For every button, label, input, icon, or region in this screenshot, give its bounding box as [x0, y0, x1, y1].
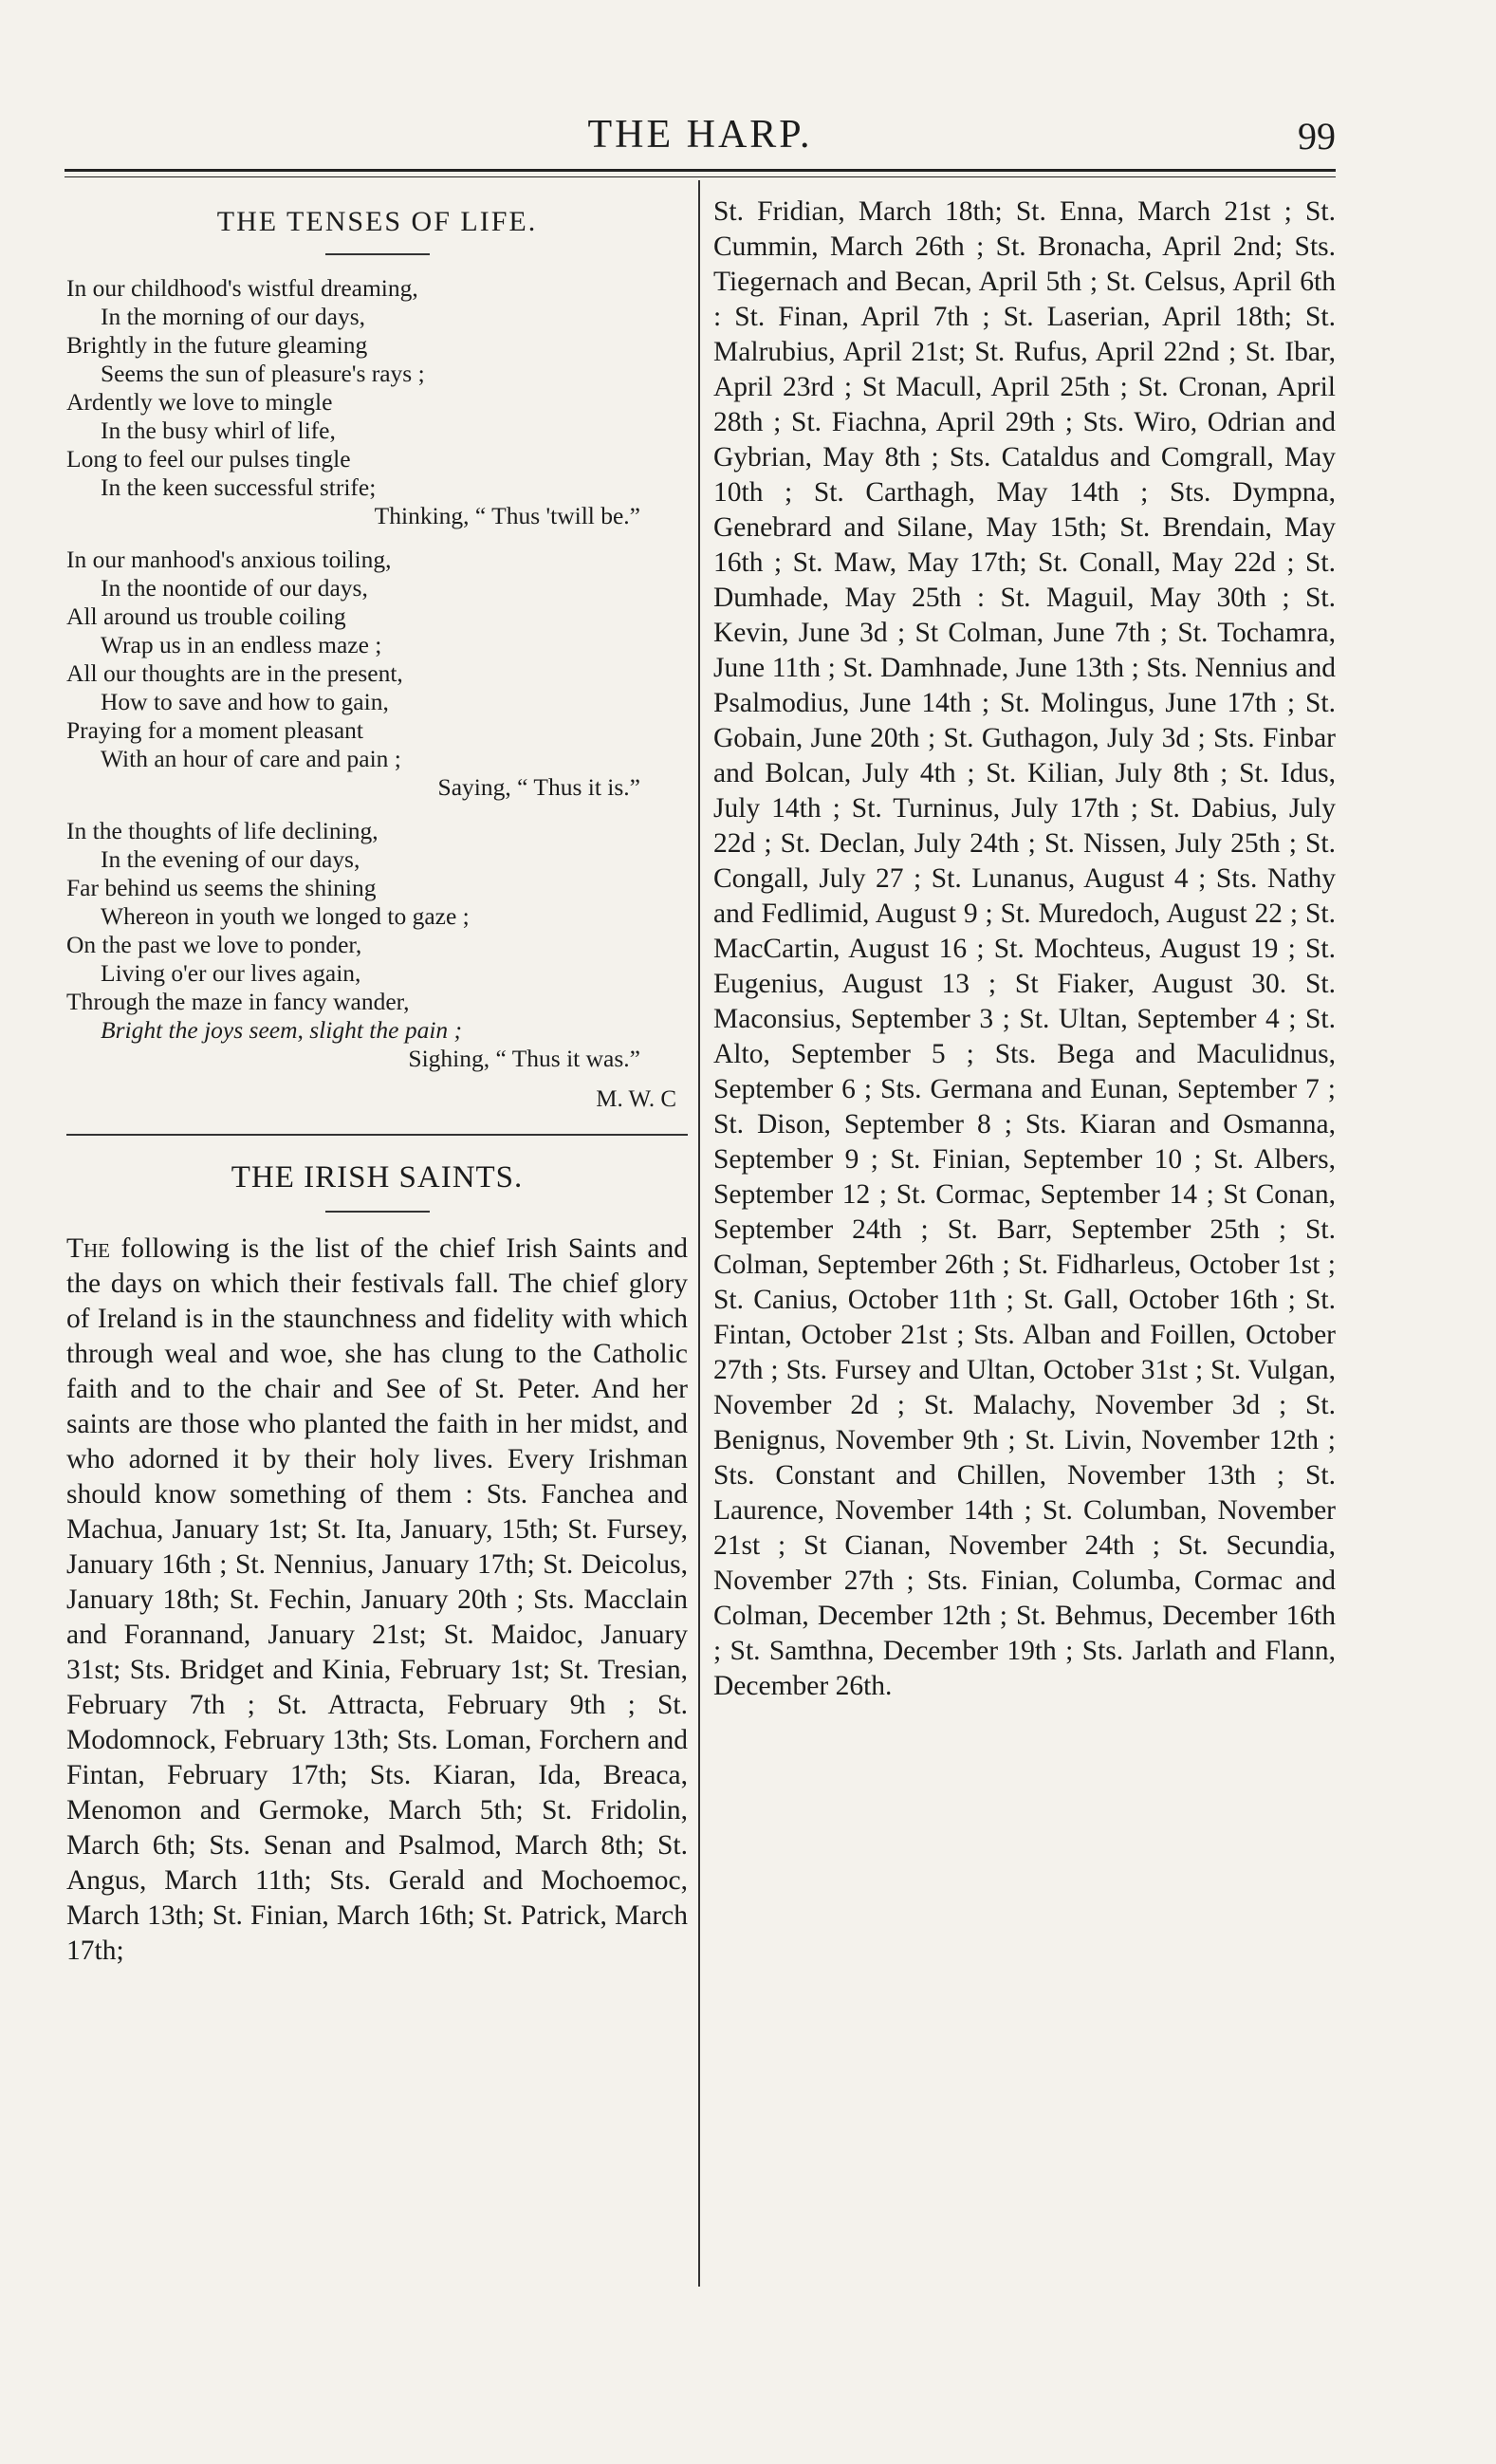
poem-line: In the evening of our days, — [101, 845, 360, 873]
running-title: THE HARP. — [587, 113, 813, 157]
left-column — [66, 195, 688, 1969]
poem-line: All our thoughts are in the present, — [66, 659, 403, 687]
poem-line: In our childhood's wistful dreaming, — [66, 274, 418, 302]
page-number: 99 — [1298, 115, 1336, 157]
poem-stanza — [66, 274, 688, 530]
poem-title: THE TENSES OF LIFE. — [216, 206, 538, 237]
poem-line: Seems the sun of pleasure's rays ; — [101, 360, 425, 387]
poem-line: Through the maze in fancy wander, — [66, 988, 410, 1015]
poem-line: Ardently we love to mingle — [66, 388, 333, 416]
article-title: THE IRISH SAINTS. — [231, 1160, 524, 1195]
poem-line: In the keen successful strife; — [101, 473, 377, 501]
poem-line: All around us trouble coiling — [66, 602, 346, 630]
poem-title-rule — [325, 253, 430, 255]
poem-stanza — [66, 546, 688, 802]
article-lead-word: The — [66, 1233, 111, 1264]
poem-signature: M. W. C — [596, 1086, 676, 1112]
poem-line: Long to feel our pulses tingle — [66, 445, 351, 472]
poem-line: Wrap us in an endless maze ; — [101, 631, 382, 658]
poem-line: In the morning of our days, — [101, 303, 366, 330]
poem-line: Saying, “ Thus it is.” — [437, 773, 640, 801]
header-rule — [65, 169, 1336, 172]
article-title-rule — [325, 1211, 430, 1213]
poem-line: Thinking, “ Thus 'twill be.” — [374, 502, 640, 529]
poem-stanza — [66, 817, 688, 1073]
poem-line: In the busy whirl of life, — [101, 417, 336, 444]
poem-line: Brightly in the future gleaming — [66, 331, 368, 359]
article-paragraph-left: following is the list of the chief Irish Saints and the days on which their festivals fall. The chief glory of Ireland is in the staunchness and fidelity with which through weal and woe, she has clung to the Catholic faith and to the chair and See of St. Peter. And her saints are those who planted the faith in her midst, and who adorned it by their holy lives. Every Irishman should know something of them : Sts. Fanchea and Machua, January 1st; St. Ita, January, 15th; St. Fursey, January 16th ; St. Nennius, January 17th; St. Deicolus, January 18th; St. Fechin, January 20th ; Sts. Macclain and Forannand, January 21st; St. Maidoc, January 31st; Sts. Bridget and Kinia, February 1st; St. Tresian, February 7th ; St. Attracta, February 9th ; St. Modomnock, February 13th; Sts. Loman, Forchern and Fintan, February 17th; Sts. Kiaran, Ida, Breaca, Menomon and Germoke, March 5th; St. Fridolin, March 6th; Sts. Senan and Psalmod, March 8th; St. Angus, March 11th; Sts. Gerald and Mochoemoc, March 13th; St. Finian, March 16th; St. Patrick, March 17th; — [66, 1233, 688, 1966]
poem-line: Living o'er our lives again, — [101, 959, 361, 987]
column-divider — [698, 180, 700, 2287]
poem-line: Far behind us seems the shining — [66, 874, 377, 901]
running-head — [65, 112, 1336, 169]
article-text-left — [66, 1232, 688, 1969]
article-text-right: St. Fridian, March 18th; St. Enna, March 21st ; St. Cummin, March 26th ; St. Bronacha, April 2nd; Sts. Tiegernach and Becan, April 5th ; St. Celsus, April 6th : St. Finan, April 7th ; St. Laserian, April 18th; St. Malrubius, April 21st; St. Rufus, April 22nd ; St. Ibar, April 23rd ; St Macull, April 25th ; St. Cronan, April 28th ; St. Fiachna, April 29th ; Sts. Wiro, Odrian and Gybrian, May 8th ; Sts. Cataldus and Comgrall, May 10th ; St. Carthagh, May 14th ; Sts. Dympna, Genebrard and Silane, May 15th; St. Brendain, May 16th ; St. Maw, May 17th; St. Conall, May 22d ; St. Dumhade, May 25th : St. Maguil, May 30th ; St. Kevin, June 3d ; St Colman, June 7th ; St. Tochamra, June 11th ; St. Damhnade, June 13th ; Sts. Nennius and Psalmodius, June 14th ; St. Molingus, June 17th ; St. Gobain, June 20th ; St. Guthagon, July 3d ; Sts. Finbar and Bolcan, July 4th ; St. Kilian, July 8th ; St. Idus, July 14th ; St. Turninus, July 17th ; St. Dabius, July 22d ; St. Declan, July 24th ; St. Nissen, July 25th ; St. Congall, July 27 ; St. Lunanus, August 4 ; Sts. Nathy and Fedlimid, August 9 ; St. Muredoch, August 22 ; St. MacCartin, August 16 ; St. Mochteus, August 19 ; St. Eugenius, August 13 ; St Fiaker, August 30. St. Maconsius, September 3 ; St. Ultan, September 4 ; St. Alto, September 5 ; Sts. Bega and Maculidnus, September 6 ; Sts. Germana and Eunan, September 7 ; St. Dison, September 8 ; Sts. Kiaran and Osmanna, September 9 ; St. Finian, September 10 ; St. Albers, September 12 ; St. Cormac, September 14 ; St Conan, September 24th ; St. Barr, September 25th ; St. Colman, September 26th ; St. Fidharleus, October 1st ; St. Canius, October 11th ; St. Gall, October 16th ; St. Fintan, October 21st ; Sts. Alban and Foillen, October 27th ; Sts. Fursey and Ultan, October 31st ; St. Vulgan, November 2d ; St. Malachy, November 3d ; St. Benignus, November 9th ; St. Livin, November 12th ; Sts. Constant and Chillen, November 13th ; St. Laurence, November 14th ; St. Columban, November 21st ; St Cianan, November 24th ; St. Secundia, November 27th ; Sts. Finian, Columba, Cormac and Colman, December 12th ; St. Behmus, December 16th ; St. Samthna, December 19th ; Sts. Jarlath and Flann, December 26th. — [713, 196, 1336, 1701]
poem-line: Sighing, “ Thus it was.” — [408, 1045, 640, 1072]
right-column — [713, 195, 1336, 1704]
header-rule-thin — [65, 176, 1336, 177]
poem-line: With an hour of care and pain ; — [101, 745, 401, 772]
section-divider — [66, 1134, 688, 1136]
poem-line: How to save and how to gain, — [101, 688, 389, 715]
poem-line: Whereon in youth we longed to gaze ; — [101, 902, 470, 930]
poem-line: In our manhood's anxious toiling, — [66, 546, 392, 573]
poem-line: Bright the joys seem, slight the pain ; — [101, 1016, 463, 1044]
poem-line: In the noontide of our days, — [101, 574, 368, 602]
poem-line: In the thoughts of life declining, — [66, 817, 379, 844]
poem-line: On the past we love to ponder, — [66, 931, 362, 958]
poem-line: Praying for a moment pleasant — [66, 716, 363, 744]
poem-body — [66, 274, 688, 1073]
